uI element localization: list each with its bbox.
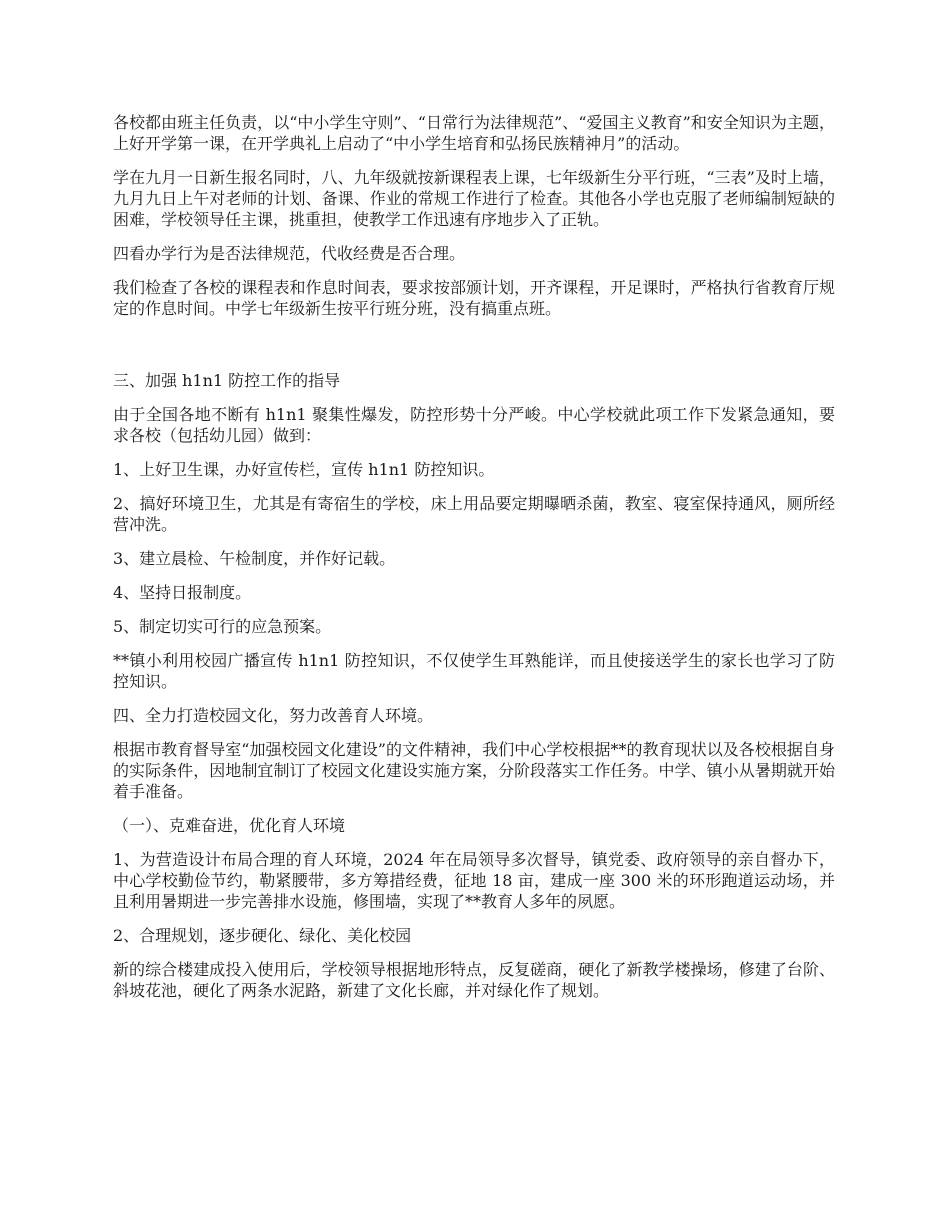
list-item-emergency-plan: 5、制定切实可行的应急预案。: [113, 617, 332, 636]
section-gap: [113, 332, 835, 370]
paragraph-new-building: 新的综合楼建成投入使用后，学校领导根据地形特点，反复磋商，硬化了新教学楼操场，修建了台阶、斜坡花池，硬化了两条水泥路，新建了文化长廊，并对绿化作了规划。: [113, 960, 835, 1000]
paragraph-check-school-behavior: 四看办学行为是否法律规范，代收经费是否合理。: [113, 244, 466, 263]
list-item-hygiene-class: 1、上好卫生课，办好宣传栏，宣传 h1n1 防控知识。: [113, 460, 495, 479]
list-item-sports-field: 1、为营造设计布局合理的育人环境，2024 年在局领导多次督导，镇党委、政府领导的亲自督办下，中心学校勤俭节约，勒紧腰带，多方筹措经费，征地 18 亩，建成一座 300 米的环形跑道运动场，并且利用暑期进一步完善排水设施，修围墙，实现了**教育人多年的夙愿。: [113, 850, 835, 911]
paragraph-h1n1-notice: 由于全国各地不断有 h1n1 聚集性爆发，防控形势十分严峻。中心学校就此项工作下发紧急通知，要求各校（包括幼儿园）做到：: [113, 405, 835, 445]
section-heading-campus-culture: 四、全力打造校园文化，努力改善育人环境。: [113, 706, 434, 725]
paragraph-campus-broadcast: **镇小利用校园广播宣传 h1n1 防控知识，不仅使学生耳熟能详，而且使接送学生的家长也学习了防控知识。: [113, 651, 835, 691]
paragraph-class-theme: 各校都由班主任负责，以“中小学生守则”、“日常行为法律规范”、“爱国主义教育”和安全知识为主题，上好开学第一课，在开学典礼上启动了“中小学生培育和弘扬民族精神月”的活动。: [113, 113, 835, 153]
list-item-morning-check: 3、建立晨检、午检制度，并作好记载。: [113, 549, 396, 568]
list-item-environment: 2、搞好环境卫生，尤其是有寄宿生的学校，床上用品要定期曝晒杀菌，教室、寝室保持通风，厕所经营冲洗。: [113, 494, 835, 534]
subsection-heading-environment: （一）、克难奋进，优化育人环境: [113, 816, 346, 835]
list-item-daily-report: 4、坚持日报制度。: [113, 583, 252, 602]
section-heading-h1n1: 三、加强 h1n1 防控工作的指导: [113, 371, 341, 390]
paragraph-new-semester: 学在九月一日新生报名同时，八、九年级就按新课程表上课，七年级新生分平行班，“三表”及时上墙，九月九日上午对老师的计划、备课、作业的常规工作进行了检查。其他各小学也克服了老师编制短缺的困难，学校领导任主课，挑重担，使教学工作迅速有序地步入了正轨。: [113, 168, 835, 229]
list-item-campus-planning: 2、合理规划，逐步硬化、绿化、美化校园: [113, 926, 412, 945]
document-page: [113, 112, 835, 1014]
paragraph-course-schedule: 我们检查了各校的课程表和作息时间表，要求按部颁计划，开齐课程，开足课时，严格执行省教育厅规定的作息时间。中学七年级新生按平行班分班，没有搞重点班。: [113, 278, 835, 318]
paragraph-culture-plan: 根据市教育督导室“加强校园文化建设”的文件精神，我们中心学校根据**的教育现状以及各校根据自身的实际条件，因地制宜制订了校园文化建设实施方案，分阶段落实工作任务。中学、镇小从暑期就开始着手准备。: [113, 740, 835, 801]
